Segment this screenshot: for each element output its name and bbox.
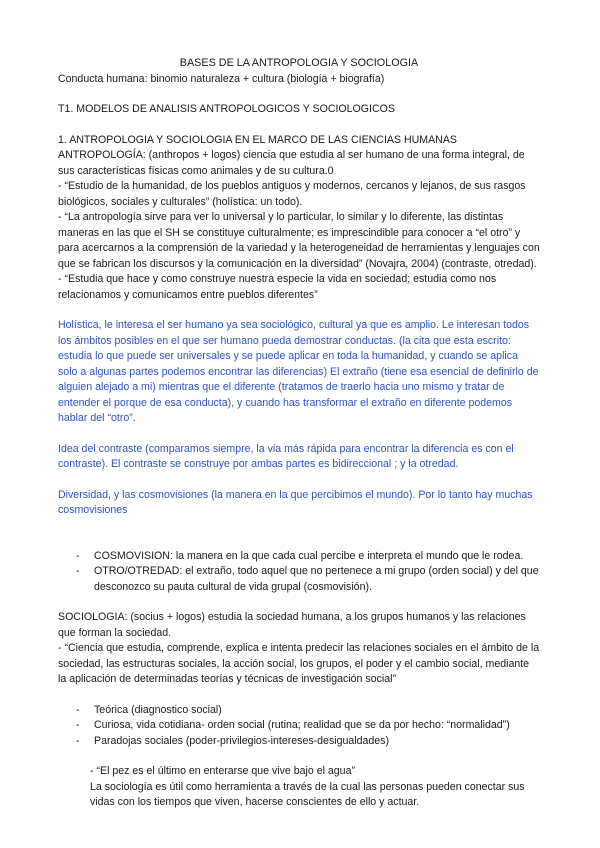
antropologia-point: - “Estudio de la humanidad, de los pueblos antiguos y modernos, cercanos y lejanos, de sus rasgos biológicos, sociales y culturales” (holística: un todo). xyxy=(58,180,526,208)
note-diversidad: Diversidad, y las cosmovisiones (la manera en la que percibimos el mundo). Por lo tanto hay muchas cosmovisiones xyxy=(58,488,533,516)
antropologia-point: - “La antropología sirve para ver lo universal y lo particular, lo similar y lo diferente, las distintas maneras en las que el SH se constituye culturalmente; es imprescindible para conocer a “el otro” y para acercarnos a la comprensión de la variedad y la heterogeneidad de herramientas y lenguajes con que se fabrican los discursos y la comunicación en la diversidad” (Novajra, 2004) (contraste, otredad). xyxy=(58,211,540,270)
note-contraste: Idea del contraste (comparamos siempre, la via más rápida para encontrar la diferencia es con el contraste). El contraste se construye por ambas partes es bidireccional ; y la otredad. xyxy=(58,442,514,470)
list-item-text: Paradojas sociales (poder-privilegios-intereses-desigualdades) xyxy=(94,734,390,747)
section-heading-1: 1. ANTROPOLOGIA Y SOCIOLOGIA EN EL MARCO DE LAS CIENCIAS HUMANAS xyxy=(58,133,457,146)
list-item xyxy=(76,564,540,595)
sociologia-definition: SOCIOLOGIA: (socius + logos) estudia la sociedad humana, a los grupos humanos y las relaciones que forman la sociedad. xyxy=(58,611,526,639)
dash-bullet: - xyxy=(76,719,80,731)
dash-bullet: - xyxy=(76,549,80,562)
dash-bullet: - xyxy=(76,734,80,747)
list-item-text: OTRO/OTREDAD: el extraño, todo aquel que no pertenece a mi grupo (orden social) y del que desconozco su pauta cultural de vida grupal (cosmovisión). xyxy=(94,565,539,593)
dash-bullet: - xyxy=(76,703,80,716)
list-item xyxy=(76,734,540,750)
list-item xyxy=(76,703,540,719)
antropologia-point: - “Estudia que hace y como construye nuestra especie la vida en sociedad; estudia como nos relacionamos y comunicamos entre pueblos diferentes” xyxy=(58,273,497,301)
sociologia-features-list xyxy=(58,703,540,750)
antropologia-definition: ANTROPOLOGÍA: (anthropos + logos) ciencia que estudia al ser humano de una forma integral, de sus características físicas como animales y de su cultura.0 xyxy=(58,149,525,177)
definitions-list xyxy=(58,549,540,596)
note-holistica: Holística, le interesa el ser humano ya sea sociológico, cultural ya que es amplio. Le interesan todos los ámbitos posibles en el que ser humano pueda demostrar conductas. (la cita que esta escrito: estudia lo que puede ser universales y se puede aplicar en toda la humanidad, y cuando se aplica solo a algunas partes podemos encontrar las diferencias) El extraño (tiene esa esencial de definirlo de alguien alejado a mi) mientras que el diferente (tratamos de traerlo hacia uno mismo y tratar de entender el porque de esa conducta), y cuando has transformar el extraño en diferente podemos hablar del “otro”. xyxy=(58,319,539,424)
dash-bullet: - xyxy=(76,565,80,577)
sociologia-point: - “Ciencia que estudia, comprende, explica e intenta predecir las relaciones sociales en el ámbito de la sociedad, las estructuras sociales, la acción social, los grupos, el poder y el cambio social, mediante la aplicación de determinadas teorías y técnicas de investigación social” xyxy=(58,642,540,685)
document-subtitle: Conducta humana: binomio naturaleza + cultura (biología + biografía) xyxy=(58,72,385,85)
section-heading-t1: T1. MODELOS DE ANALISIS ANTROPOLOGICOS Y SOCIOLOGICOS xyxy=(58,103,395,115)
list-item xyxy=(76,549,540,565)
list-item xyxy=(76,718,540,734)
list-item-text: Teórica (diagnostico social) xyxy=(94,703,222,716)
list-item-text: Curiosa, vida cotidiana- orden social (rutina; realidad que se da por hecho: “normalidad”) xyxy=(94,719,510,731)
quote-explanation: La sociología es útil como herramienta a través de la cual las personas pueden conectar sus vidas con los tiempos que viven, hacerse conscientes de ello y actuar. xyxy=(90,780,525,808)
document-title: BASES DE LA ANTROPOLOGIA Y SOCIOLOGIA xyxy=(179,57,419,69)
list-item-text: COSMOVISION: la manera en la que cada cual percibe e interpreta el mundo que le rodea. xyxy=(94,549,524,562)
quote-line: - “El pez es el último en enterarse que vive bajo el agua” xyxy=(90,765,355,777)
quote-block xyxy=(58,764,540,811)
